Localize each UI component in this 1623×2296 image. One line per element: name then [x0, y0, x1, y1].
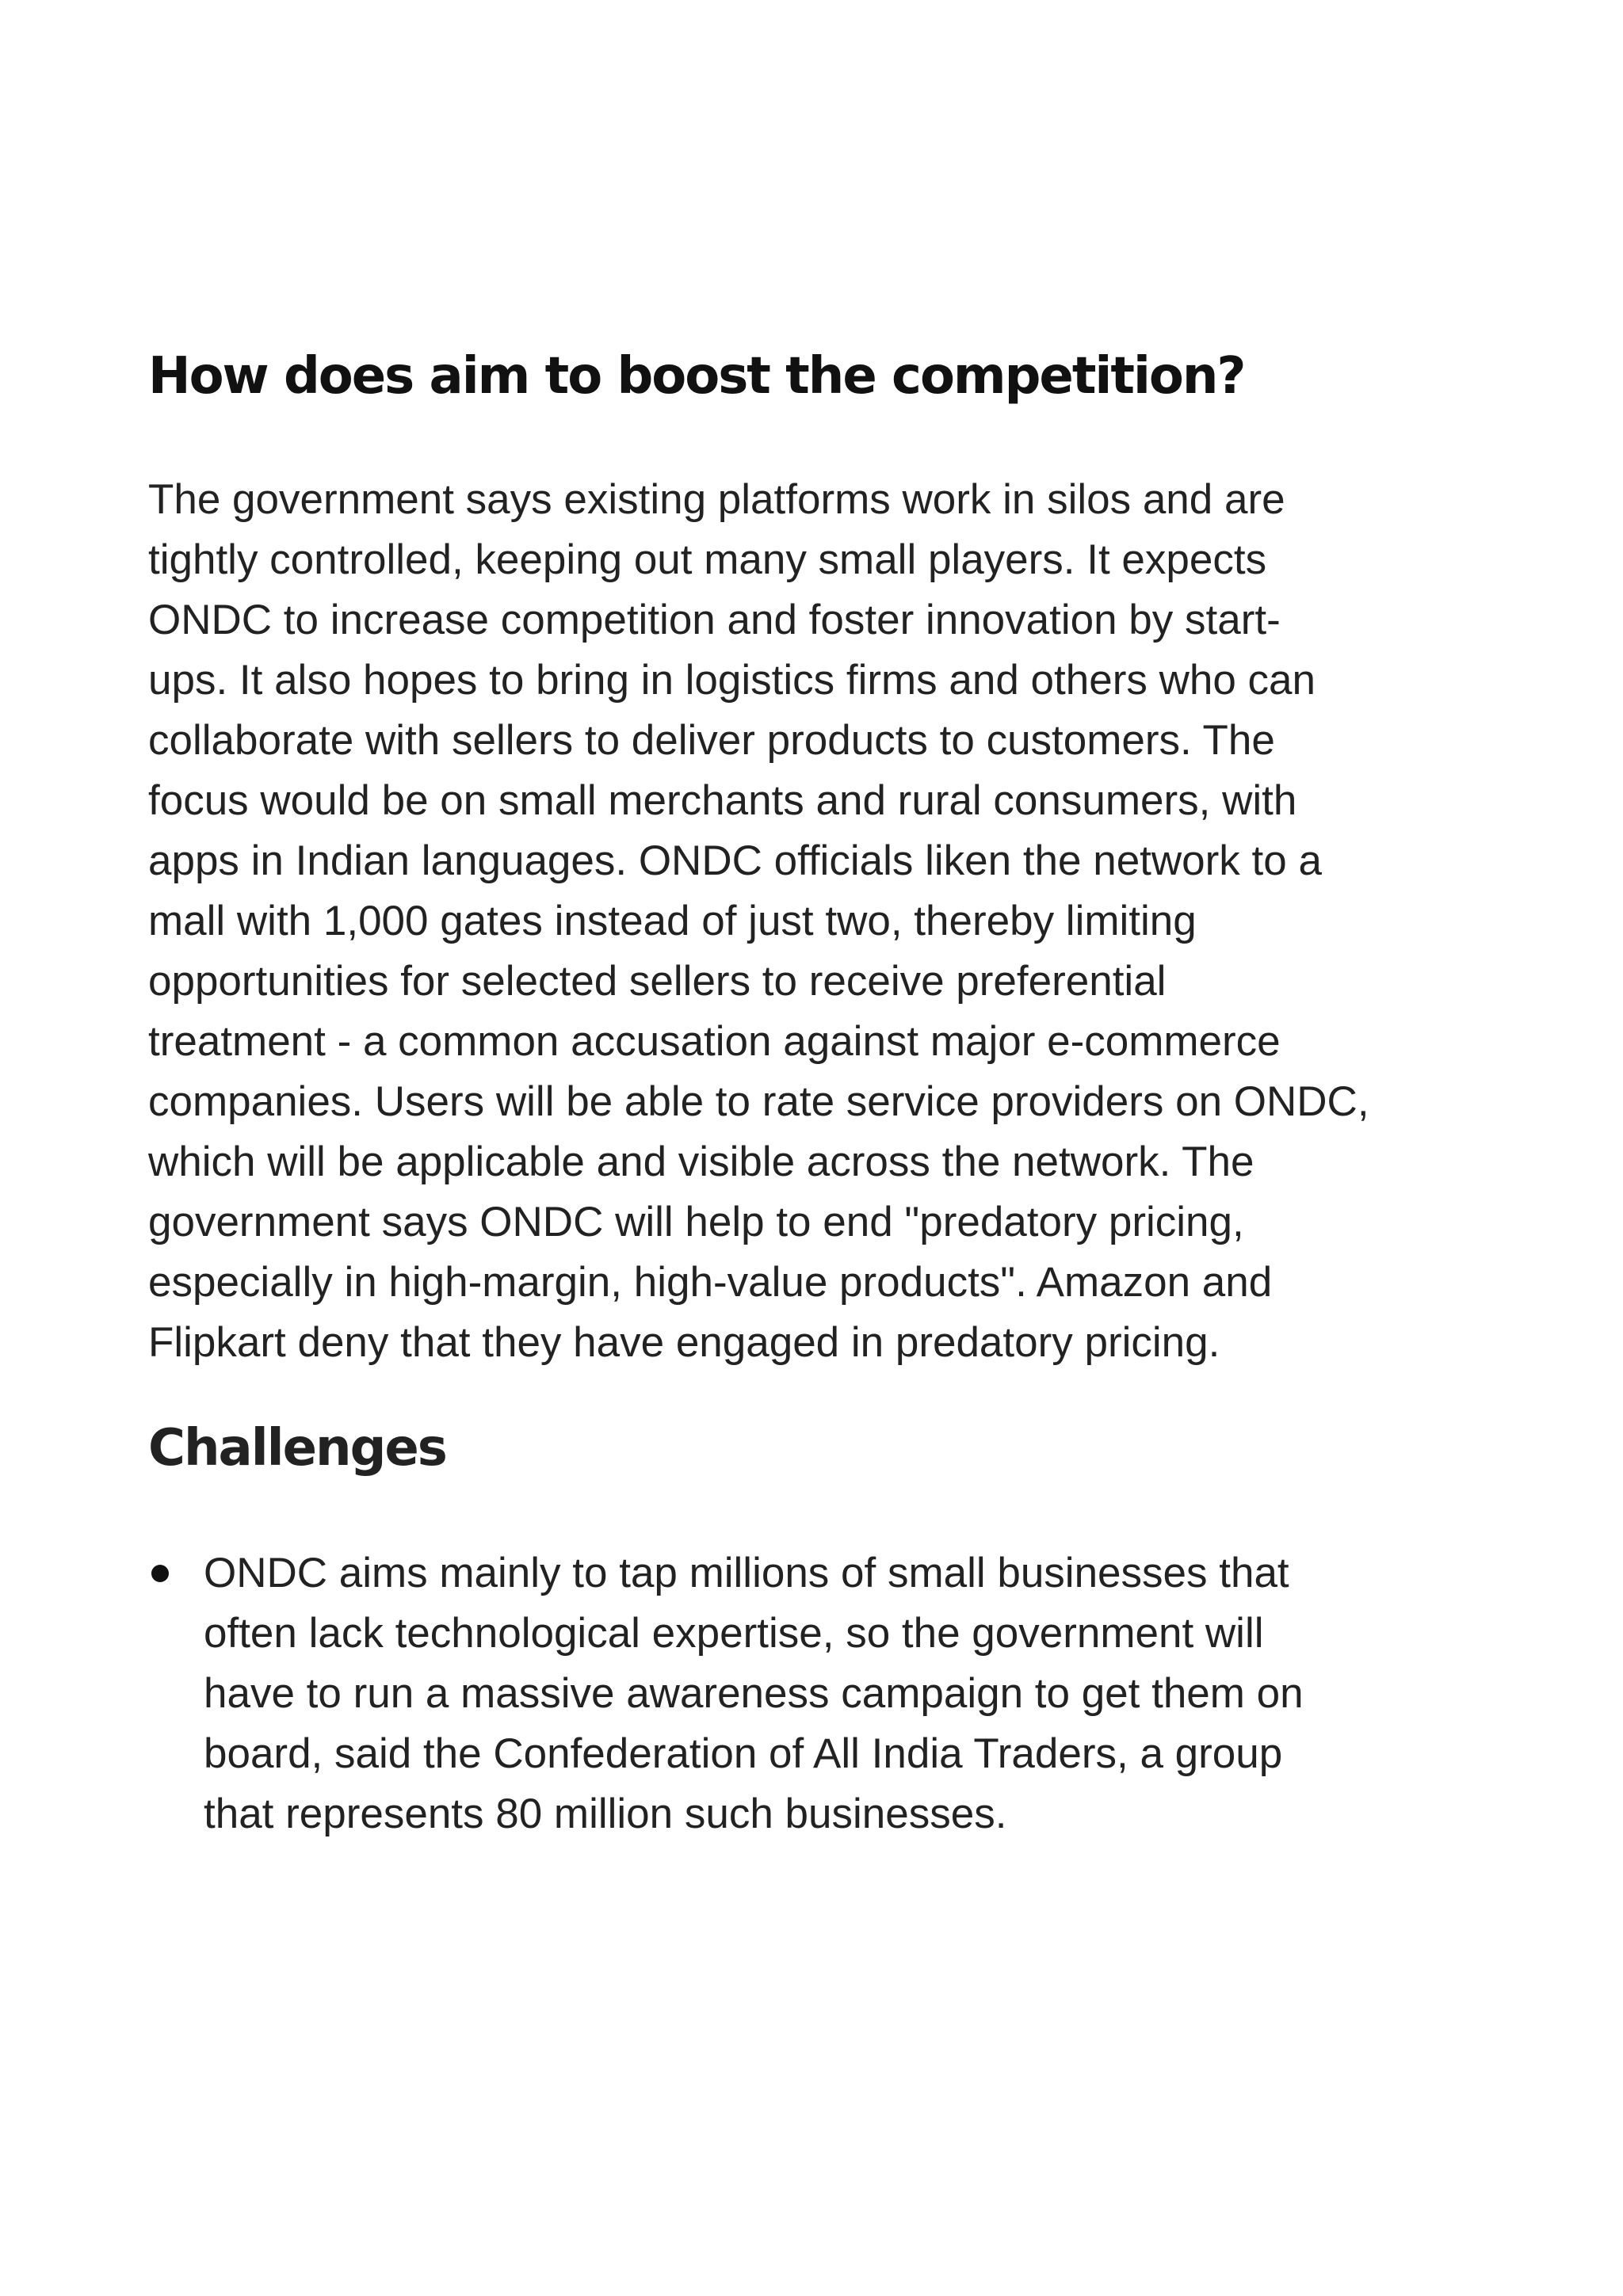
bullet-line: that represents 80 million such businesses.: [204, 1791, 1007, 1837]
paragraph-line: ONDC to increase competition and foster innovation by start-: [148, 597, 1281, 643]
paragraph-line: apps in Indian languages. ONDC officials liken the network to a: [148, 837, 1322, 884]
list-item: [148, 1543, 1495, 1844]
paragraph-line: treatment - a common accusation against major e-commerce: [148, 1018, 1281, 1065]
bullet-line: have to run a massive awareness campaign to get them on: [204, 1670, 1304, 1717]
paragraph-line: tightly controlled, keeping out many small players. It expects: [148, 536, 1267, 583]
competition-paragraph: [148, 470, 1495, 1373]
document-page: [148, 341, 1495, 1844]
paragraph-line: especially in high-margin, high-value products". Amazon and: [148, 1259, 1273, 1306]
paragraph-line: ups. It also hopes to bring in logistics firms and others who can: [148, 657, 1316, 704]
paragraph-line: The government says existing platforms work in silos and are: [148, 476, 1285, 523]
paragraph-line: focus would be on small merchants and rural consumers, with: [148, 777, 1297, 824]
paragraph-line: opportunities for selected sellers to receive preferential: [148, 958, 1167, 1005]
bullet-line: often lack technological expertise, so the government will: [204, 1610, 1264, 1657]
paragraph-line: collaborate with sellers to deliver products to customers. The: [148, 717, 1275, 764]
challenges-list: [148, 1543, 1495, 1844]
paragraph-line: companies. Users will be able to rate service providers on ONDC,: [148, 1078, 1369, 1125]
paragraph-line: government says ONDC will help to end "predatory pricing,: [148, 1199, 1244, 1245]
bullet-dot-icon: [151, 1565, 169, 1582]
paragraph-line: which will be applicable and visible across the network. The: [148, 1138, 1254, 1185]
bullet-line: board, said the Confederation of All India Traders, a group: [204, 1730, 1283, 1777]
paragraph-line: mall with 1,000 gates instead of just two, thereby limiting: [148, 898, 1197, 944]
section-heading-challenges: Challenges: [148, 1419, 446, 1478]
bullet-line: ONDC aims mainly to tap millions of small businesses that: [204, 1550, 1289, 1596]
section-heading-competition: How does aim to boost the competition?: [148, 347, 1245, 406]
paragraph-line: Flipkart deny that they have engaged in predatory pricing.: [148, 1319, 1220, 1366]
